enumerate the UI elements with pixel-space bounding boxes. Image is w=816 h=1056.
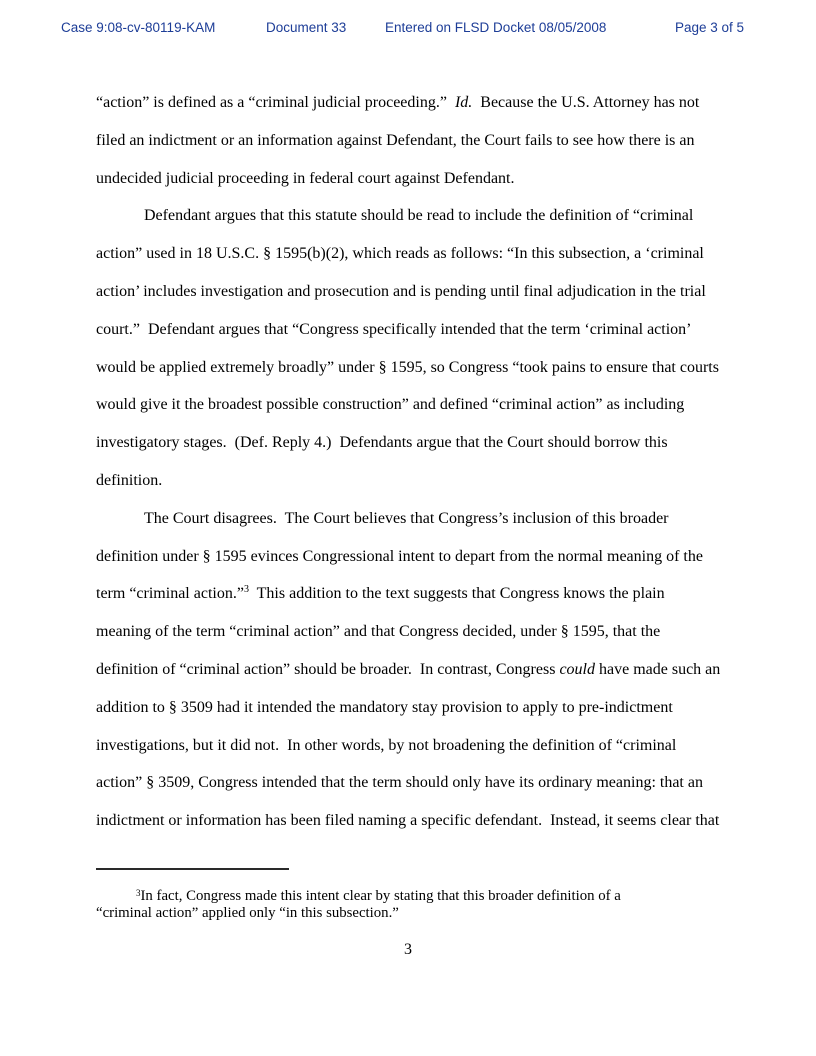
paragraph — [96, 197, 726, 499]
footnote-line: “criminal action” applied only “in this subsection.” — [96, 904, 399, 921]
docket-header — [0, 19, 816, 39]
text-line: filed an indictment or an information against Defendant, the Court fails to see how there is an — [96, 131, 695, 149]
text-line: meaning of the term “criminal action” and that Congress decided, under § 1595, that the — [96, 623, 661, 641]
docket-case-number: Case 9:08-cv-80119-KAM — [61, 20, 216, 35]
text-line: action” used in 18 U.S.C. § 1595(b)(2), which reads as follows: “In this subsection, a ‘criminal — [96, 245, 704, 263]
docket-page-label: Page 3 of 5 — [675, 20, 745, 35]
text-line: Defendant argues that this statute should be read to include the definition of “criminal — [144, 207, 694, 225]
text-line: would give it the broadest possible construction” and defined “criminal action” as including — [96, 396, 685, 414]
text-line: definition of “criminal action” should be broader. In contrast, Congress could have made such an — [96, 660, 721, 678]
text-line: would be applied extremely broadly” under § 1595, so Congress “took pains to ensure that courts — [96, 358, 719, 376]
text-line: addition to § 3509 had it intended the mandatory stay provision to apply to pre-indictment — [96, 698, 673, 716]
text-line: The Court disagrees. The Court believes that Congress’s inclusion of this broader — [144, 509, 669, 527]
text-line: undecided judicial proceeding in federal court against Defendant. — [96, 169, 515, 187]
text-line: term “criminal action.”$^3$ This addition to the text suggests that Congress knows the plain — [96, 584, 665, 603]
footnote — [96, 888, 720, 922]
document-body — [96, 84, 726, 840]
docket-entered-label: Entered on FLSD Docket 08/05/2008 — [385, 20, 607, 35]
text-line: “action” is defined as a “criminal judicial proceeding.” Id. Because the U.S. Attorney has not — [96, 94, 700, 111]
footnote-line: $^3$In fact, Congress made this intent clear by stating that this broader definition of a — [136, 888, 621, 904]
footnote-separator — [96, 868, 289, 870]
text-line: definition under § 1595 evinces Congressional intent to depart from the normal meaning of the — [96, 547, 703, 565]
text-line: action” § 3509, Congress intended that the term should only have its ordinary meaning: that an — [96, 774, 703, 792]
text-line: investigations, but it did not. In other words, by not broadening the definition of “criminal — [96, 736, 677, 754]
text-line: court.” Defendant argues that “Congress specifically intended that the term ‘criminal action’ — [96, 320, 692, 338]
paragraph — [96, 500, 726, 840]
page-number: 3 — [404, 941, 412, 958]
text-line: definition. — [96, 471, 163, 489]
text-line: investigatory stages. (Def. Reply 4.) Defendants argue that the Court should borrow this — [96, 434, 668, 452]
docket-document-label: Document 33 — [266, 20, 347, 35]
text-line: indictment or information has been filed naming a specific defendant. Instead, it seems clear that — [96, 812, 720, 830]
paragraph — [96, 84, 726, 197]
text-line: action’ includes investigation and prosecution and is pending until final adjudication in the trial — [96, 282, 706, 300]
